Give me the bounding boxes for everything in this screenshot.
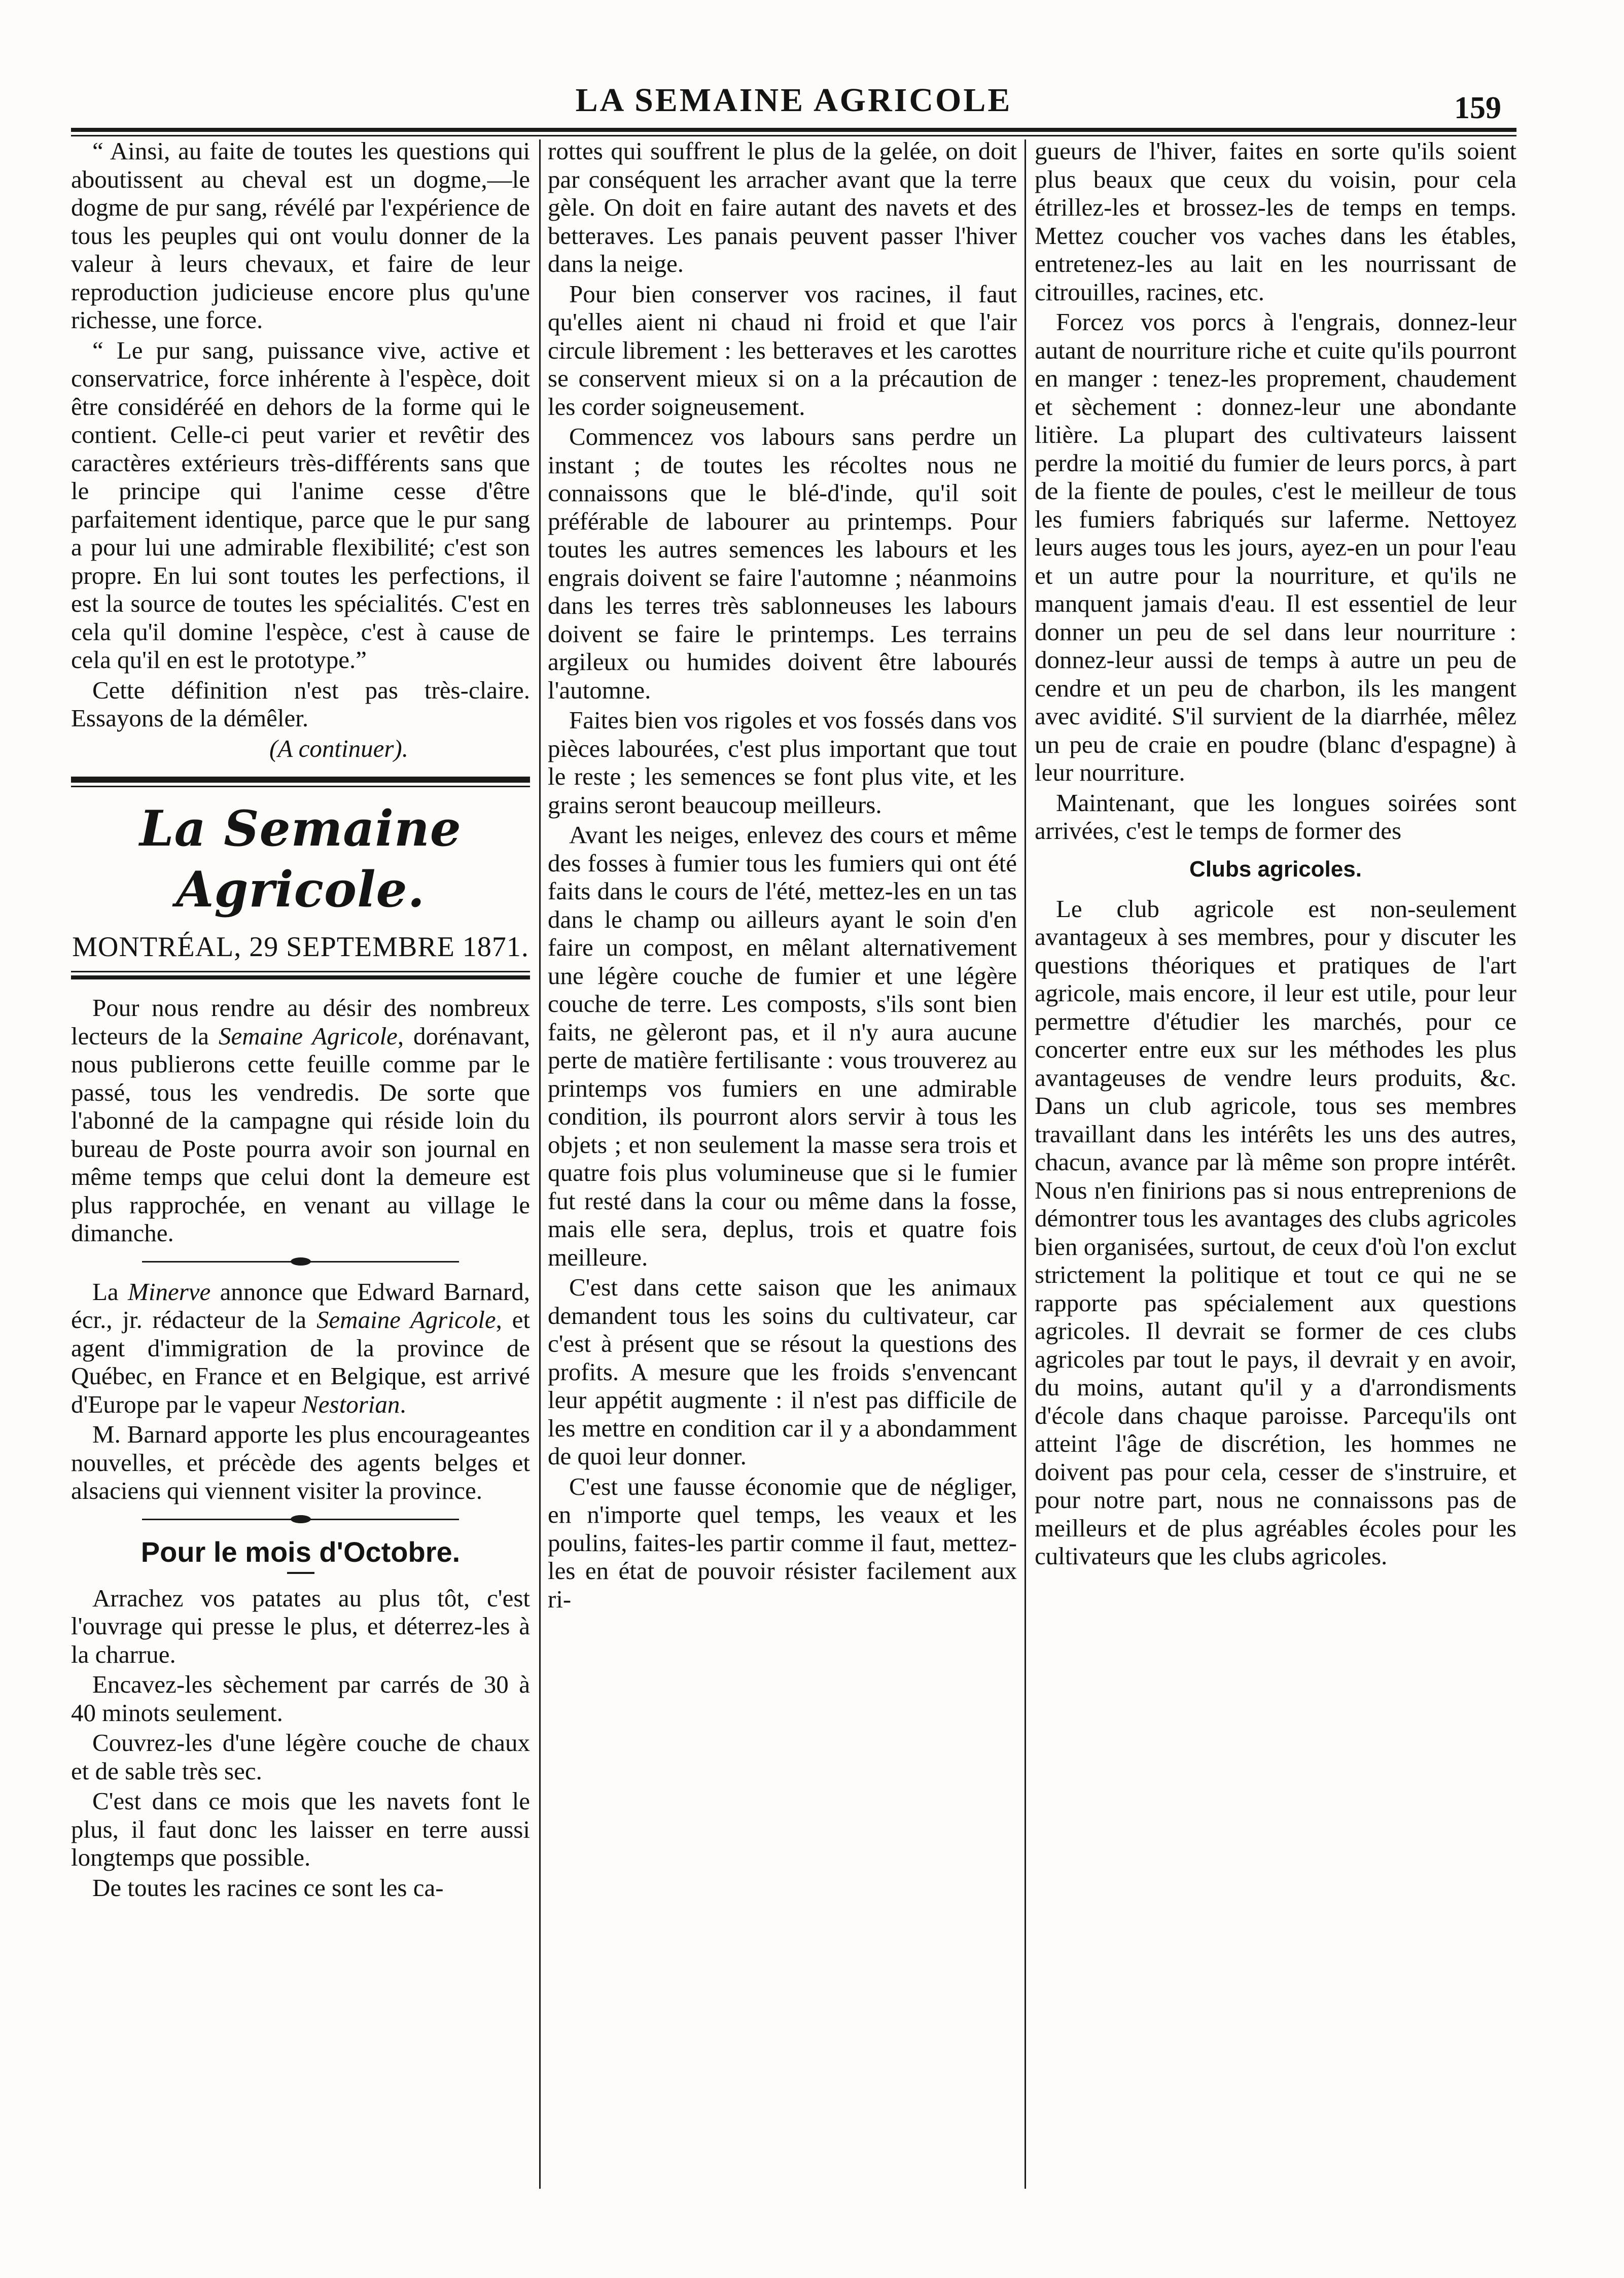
article-paragraph: Couvrez-les d'une légère couche de chaux et de sable très sec. — [71, 1729, 530, 1785]
section-heading-october: Pour le mois d'Octobre. — [140, 1535, 461, 1568]
heading-dash — [287, 1572, 314, 1574]
publication-notice: Pour nous rendre au désir des nombreux lecteurs de la Semaine Agricole, dorénavant, nous publierons cette feuille comme par le passé, tous les vendredis. De sorte que l'abonné de la campagne qui réside loin du bureau de Poste pourra avoir son journal en même temps que celui dont la demeure est plus rapprochée, en venant au village le dimanche. — [71, 994, 530, 1247]
ornament-divider — [71, 1256, 530, 1267]
article-paragraph: “ Le pur sang, puissance vive, active et conservatrice, force inhérente à l'espèce, doit être considéréé en dehors de la forme qui le contient. Celle-ci peut varier et revêtir des caractères extérieurs très-différents sans que le principe qui l'anime cesse d'être parfaitement identique, parce que le pur sang a pour lui une admirable flexibilité; c'est son propre. En lui sont toutes les perfections, il est la source de toutes les spécialités. C'est en cela qu'il domine l'espèce, c'est à cause de cela qu'il en est le prototype.” — [71, 336, 530, 674]
article-paragraph: Arrachez vos patates au plus tôt, c'est l'ouvrage qui presse le plus, et déterrez-les à la charrue. — [71, 1584, 530, 1668]
article-paragraph: “ Ainsi, au faite de toutes les questions qui aboutissent au cheval est un dogme,—le dogme de pur sang, révélé par l'expérience de tous les peuples qui ont voulu donner de la valeur à leurs chevaux, et faire de leur reproduction judicieuse encore plus qu'une richesse, une force. — [71, 137, 530, 334]
dateline: MONTRÉAL, 29 SEPTEMBRE 1871. — [72, 931, 529, 963]
minerve-notice: La Minerve annonce que Edward Barnard, écr., jr. rédacteur de la Semaine Agricole, et agent d'immigration de la province de Québec, en France et en Belgique, est arrivé d'Europe par le vapeur Nestorian. — [71, 1277, 530, 1418]
column-1 — [71, 137, 530, 1902]
dateline-rule — [71, 975, 530, 979]
column-divider — [539, 139, 541, 2189]
running-title: LA SEMAINE AGRICOLE — [575, 82, 1012, 119]
dateline-rule-thin — [71, 971, 530, 972]
barnard-notice: M. Barnard apporte les plus encourageantes nouvelles, et précède des agents belges et alsaciens qui viennent visiter la province. — [71, 1420, 530, 1504]
article-paragraph: Avant les neiges, enlevez des cours et même des fosses à fumier tous les fumiers qui ont été faits dans le cours de l'été, mettez-les en un tas dans le champ ou ailleurs ayant le soin d'en faire un compost, en mêlant alternativement une légère couche de fumier et une légère couche de terre. Les composts, s'ils sont bien faits, ne gèleront pas, et il n'y aura aucune perte de matière fertilisante : vous trouverez au printemps vos fumiers en une admirable condition, ils pourront alors servir à tous les objets ; et non seulement la masse sera trois et quatre fois plus volumineuse que si le fumier fut resté dans la cour ou même dans la fosse, mais elle sera, deplus, trois et quatre fois meilleure. — [548, 821, 1017, 1271]
article-paragraph: Forcez vos porcs à l'engrais, donnez-leur autant de nourriture riche et cuite qu'ils pourront en manger : tenez-les proprement, chaudement et sèchement : donnez-leur une abondante litière. La plupart des cultivateurs laissent perdre la moitié du fumier de leurs porcs, à part de la fiente de poules, c'est le meilleur de tous les fumiers fabriqués sur laferme. Nettoyez leurs auges tous les jours, ayez-en un pour l'eau et un autre pour la nourriture, et qu'ils ne manquent jamais d'eau. Il est essentiel de leur donner un peu de sel dans leur nourriture : donnez-leur aussi de temps à autre un peu de cendre et un peu de charbon, ils les mangent avec avidité. S'il survient de la diarrhée, mêlez un peu de craie en poudre (blanc d'espagne) à leur nourriture. — [1035, 308, 1516, 786]
section-heading-clubs: Clubs agricoles. — [1189, 856, 1362, 882]
page-number: 159 — [1454, 91, 1501, 125]
header-rule — [71, 128, 1516, 132]
page-header — [71, 76, 1516, 132]
column-3 — [1035, 137, 1516, 1570]
article-paragraph: C'est une fausse économie que de négliger, en n'importe quel temps, les veaux et les poulins, faites-les partir comme il faut, mettez-les en état de pouvoir résister facilement aux ri- — [548, 1472, 1017, 1613]
header-rule-thin — [71, 135, 1516, 136]
to-continue-note: (A continuer). — [269, 734, 408, 762]
article-paragraph: rottes qui souffrent le plus de la gelée, on doit par conséquent les arracher avant que la terre gèle. On doit en faire autant des navets et des betteraves. Les panais peuvent passer l'hiver dans la neige. — [548, 137, 1017, 277]
article-paragraph: Pour bien conserver vos racines, il faut qu'elles aient ni chaud ni froid et que l'air circule librement : les betteraves et les carottes se conservent mieux si on a la précaution de les corder soigneusement. — [548, 279, 1017, 420]
article-paragraph: Faites bien vos rigoles et vos fossés dans vos pièces labourées, c'est plus important que tout le reste ; les semences se font plus vite, et les grains seront beaucoup meilleurs. — [548, 706, 1017, 819]
column-2 — [548, 137, 1017, 1613]
article-paragraph: Cette définition n'est pas très-claire. Essayons de la démêler. — [71, 676, 530, 732]
article-paragraph: Maintenant, que les longues soirées sont arrivées, c'est le temps de former des — [1035, 788, 1516, 845]
masthead-title: La Semaine Agricole. — [139, 800, 462, 918]
masthead-rule — [71, 777, 530, 783]
article-paragraph: Le club agricole est non-seulement avantageux à ses membres, pour y discuter les questions théoriques et pratiques de l'art agricole, mais encore, il leur est utile, pour leur permettre d'étudier les marchés, pour ce concerter entre eux sur les méthodes les plus avantageuses de vendre leurs produits, &c. Dans un club agricole, tous ses membres travaillant dans les intérêts les uns des autres, chacun, avance par là même son propre intérêt. Nous n'en finirions pas si nous entreprenions de démontrer tous les avantages des clubs agricoles bien organisées, surtout, de ceux d'où l'on exclut strictement la politique et tout ce qui ne se rapporte pas spécialement aux questions agricoles. Il devrait se former de ces clubs agricoles par tout le pays, il devrait y en avoir, du moins, autant qu'il y a d'arrondisments d'école dans chaque paroisse. Parcequ'ils ont atteint l'âge de discrétion, les hommes ne doivent pas pour cela, cesser de s'instruire, et pour notre part, nous ne connaissons pas de meilleurs et de plus agréables écoles pour les cultivateurs que les clubs agricoles. — [1035, 894, 1516, 1570]
article-paragraph: C'est dans ce mois que les navets font le plus, il faut donc les laisser en terre aussi longtemps que possible. — [71, 1787, 530, 1871]
ornament-divider — [71, 1514, 530, 1524]
article-paragraph: De toutes les racines ce sont les ca- — [92, 1873, 444, 1902]
column-divider — [1025, 139, 1026, 2189]
article-paragraph: gueurs de l'hiver, faites en sorte qu'ils soient plus beaux que ceux du voisin, pour cela étrillez-les et brossez-les de temps en temps. Mettez coucher vos vaches dans les étables, entretenez-les au lait en les nourrissant de citrouilles, racines, etc. — [1035, 137, 1516, 306]
article-paragraph: Commencez vos labours sans perdre un instant ; de toutes les récoltes nous ne connaissons que le blé-d'inde, qu'il soit préférable de labourer au printemps. Pour toutes les autres semences les labours et les engrais doivent se faire l'automne ; néanmoins dans les terres très sablonneuses les labours doivent se faire le printemps. Les terrains argileux ou humides doivent être labourés l'automne. — [548, 423, 1017, 704]
masthead-rule-thin — [71, 786, 530, 787]
article-paragraph: C'est dans cette saison que les animaux demandent tous les soins du cultivateur, car c'est à présent que se résout la questions des profits. A mesure que les froids s'envencant leur appétit augmente : il n'est pas difficile de les mettre en condition car il y a abondamment de quoi leur donner. — [548, 1273, 1017, 1470]
article-paragraph: Encavez-les sèchement par carrés de 30 à 40 minots seulement. — [71, 1670, 530, 1727]
